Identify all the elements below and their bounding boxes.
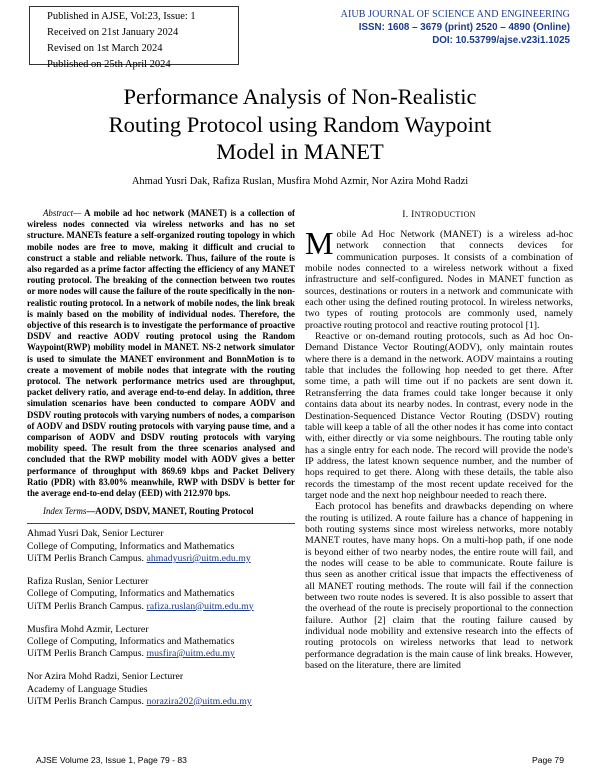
affiliation-dept: College of Computing, Informatics and Mathematics xyxy=(27,540,235,552)
title-line-3: Model in MANET xyxy=(216,139,384,164)
intro-paragraph-2: Reactive or on-demand routing protocols, such as Ad hoc On-Demand Distance Vector Routing(AODV), only maintain routes where there is a demand in the network. AODV maintains a routing table that includes the following hop needed to get there. After some time, a path will time out if no packets are sent down it. Retransferring the data frames could take longer because it only contains data about its nearby nodes. In contrast, every node in the Destination-Sequenced Distance Vector Routing (DSDV) routing table will keep a table of all the other nodes it has come into contact with, either directly or via some neighbours. The routing table only has a single entry for each node. The record will provide the node's IP address, the latest known sequence number, and the number of hops required to get there. Along with these details, the table also records the timestamp of the most recent update received for the target node and the next hop neighbour needed to reach there. xyxy=(305,331,573,501)
section-heading: I. INTRODUCTION xyxy=(402,209,476,220)
affiliation-name: Ahmad Yusri Dak, Senior Lecturer xyxy=(27,528,164,540)
title-line-1: Performance Analysis of Non-Realistic xyxy=(123,84,477,109)
affiliation-campus: UiTM Perlis Branch Campus. musfira@uitm.edu.my xyxy=(27,648,235,660)
affiliation-campus: UiTM Perlis Branch Campus. rafiza.ruslan@uitm.edu.my xyxy=(27,600,254,612)
journal-name: AIUB JOURNAL OF SCIENCE AND ENGINEERING xyxy=(340,9,570,20)
left-column xyxy=(27,208,295,708)
right-column xyxy=(305,209,573,671)
revised-date: Revised on 1st March 2024 xyxy=(47,43,163,54)
title-line-2: Routing Protocol using Random Waypoint xyxy=(108,111,492,137)
affiliation-name: Rafiza Ruslan, Senior Lecturer xyxy=(27,576,149,588)
affiliation-3 xyxy=(27,624,295,661)
journal-header xyxy=(341,8,570,47)
published-date: Published on 25th April 2024 xyxy=(47,59,171,70)
email-link[interactable]: norazira202@uitm.edu.my xyxy=(146,695,252,707)
published-in: Published in AJSE, Vol:23, Issue: 1 xyxy=(47,11,196,22)
affiliation-name: Musfira Mohd Azmir, Lecturer xyxy=(27,623,149,635)
affiliation-name: Nor Azira Mohd Radzi, Senior Lecturer xyxy=(27,671,184,683)
intro-paragraph-1: Mobile Ad Hoc Network (MANET) is a wireless ad-hoc network connection that connects devices for communication purposes. It consists of a combination of mobile nodes connected to a wireless network without a fixed infrastructure and self-configured. Nodes in MANET function as sources, destinations or routers in a network and communicate with each other using the defined routing protocol. In wireless networks, two types of routing protocols are commonly used, namely proactive routing protocol and reactive routing protocol [1]. xyxy=(305,225,573,331)
received-date: Received on 21st January 2024 xyxy=(47,27,179,38)
affiliation-dept: College of Computing, Informatics and Mathematics xyxy=(27,588,235,600)
journal-issn: ISSN: 1608 – 3679 (print) 2520 – 4890 (Online) xyxy=(358,22,570,33)
affiliation-campus: UiTM Perlis Branch Campus. norazira202@uitm.edu.my xyxy=(27,695,252,707)
email-link[interactable]: rafiza.ruslan@uitm.edu.my xyxy=(146,600,254,612)
affiliation-4 xyxy=(27,671,295,708)
abstract-text: A mobile ad hoc network (MANET) is a collection of wireless nodes connected via wireless networks and has no set structure. MANETs feature a self-organized routing topology in which mobile nodes are free to move, making it difficult and crucial to construct a stable and reliable network. Thus, failure of the route is also regarded as a prime factor affecting the efficiency of any MANET routing protocol. The breaking of the connection between two routes or more nodes will cause the failure of the route specifically in the non-realistic routing protocol. In a network of mobile nodes, the link break is mainly based on the mobility of individual nodes. Therefore, the objective of this research is to investigate the performance of proactive DSDV and reactive AODV routing protocol using the Random Waypoint(RWP) mobility model in MANET. NS-2 network simulator is used to simulate the MANET environment and BonnMotion is to create a movement of mobile nodes that integrate with the routing protocol. The network performance metrics used are throughput, packet delivery ratio, and average end-to-end delay. In addition, three simulation scenarios have been conducted to compare AODV and DSDV routing protocols with varying numbers of nodes, a comparison of AODV and DSDV routing protocols with varying pause time, and a comparison of AODV and DSDV routing protocols with varying mobility speed. The result from the three scenarios analysed and concluded that the RWP mobility model with AODV gives a better performance of throughput with 869.69 kbps and Packet Delivery Ratio (PDR) with 83.00% meanwhile, RWP with DSDV is better for the average end-to-end delay (EED) with 212.970 bps. xyxy=(27,208,295,499)
footer-volume: AJSE Volume 23, Issue 1, Page 79 - 83 xyxy=(36,755,187,765)
author-list: Ahmad Yusri Dak, Rafiza Ruslan, Musfira Mohd Azmir, Nor Azira Mohd Radzi xyxy=(131,176,469,187)
index-terms-text: —AODV, DSDV, MANET, Routing Protocol xyxy=(86,506,254,517)
abstract xyxy=(27,208,295,499)
index-terms-label: Index Terms xyxy=(43,506,87,517)
drop-cap: M xyxy=(305,225,334,261)
email-link[interactable]: musfira@uitm.edu.my xyxy=(146,648,235,660)
email-link[interactable]: ahmadyusri@uitm.edu.my xyxy=(146,552,251,564)
footer-page: Page 79 xyxy=(531,755,564,765)
abstract-label: Abstract— xyxy=(43,208,81,218)
affiliation-1 xyxy=(27,528,295,565)
affiliation-dept: Academy of Language Studies xyxy=(27,683,148,695)
index-terms xyxy=(27,506,295,517)
divider xyxy=(27,523,295,524)
journal-doi: DOI: 10.53799/ajse.v23i1.1025 xyxy=(432,35,570,46)
paper-title xyxy=(0,83,600,166)
intro-paragraph-3: Each protocol has benefits and drawbacks depending on where the routing is utilized. A route failure has a chance of happening in both routing systems since most wireless networks, more notably MANET routes, have many hops. On a multi-hop path, if one node is beyond either of two nearby nodes, the entire route will fail, and the nodes will cease to be able to communicate. Route failure is thus seen as another critical issue that impacts the effectiveness of all MANET routing methods. The route will fail if the connection between two route nodes is severed. It is also possible to assert that the overhead of the route is precisely proportional to the connection failure. Author [2] claim that the routing failure caused by individual node mobility and extensive research into the effects of routing protocols on wireless networks that lead to network performance degradation is the main cause of link breaks. However, based on the literature, there are limited xyxy=(305,501,573,672)
affiliation-campus: UiTM Perlis Branch Campus. ahmadyusri@uitm.edu.my xyxy=(27,552,251,564)
publication-info-box xyxy=(29,6,239,70)
affiliation-dept: College of Computing, Informatics and Mathematics xyxy=(27,635,235,647)
affiliation-2 xyxy=(27,576,295,613)
